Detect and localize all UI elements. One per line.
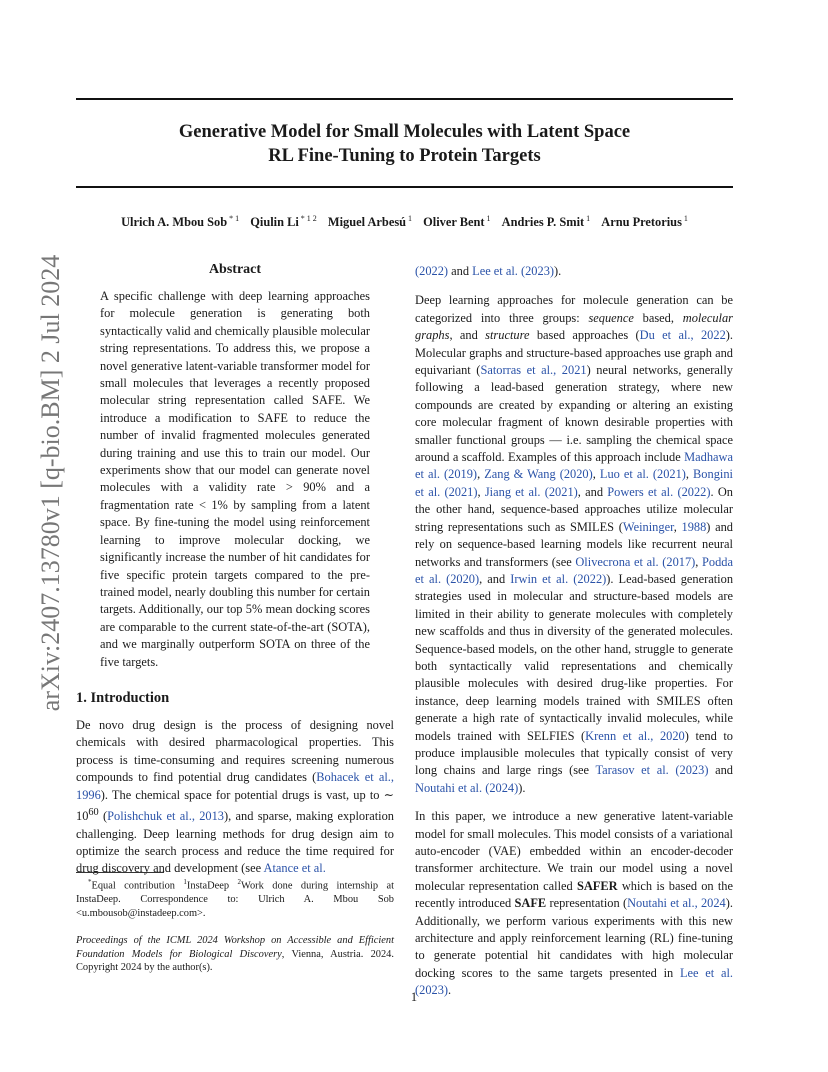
citation-link[interactable]: Du et al., 2022 xyxy=(639,328,726,343)
author: Qiulin Li $^{* 1 2}$ xyxy=(250,214,317,230)
citation-link[interactable]: Powers et al. (2022) xyxy=(607,484,711,499)
citation-link[interactable]: Lee et al. (2023) xyxy=(472,264,555,278)
continued-paragraph: (2022) and Lee et al. (2023)). xyxy=(415,264,562,278)
citation-link[interactable]: Zang & Wang (2020) xyxy=(484,467,593,482)
citation-link[interactable]: Noutahi et al., 2024 xyxy=(627,896,726,911)
citation-link[interactable]: Polishchuk et al., 2013 xyxy=(107,809,224,824)
footnote: *Equal contribution $^1$InstaDeep $^2$Work done during internship at InstaDeep. Correspondence to: Ulrich A. Mbou Sob <u.mbousob@instadeep.com>. Proceedings of the ICML 2024 Workshop on Accessible and Efficient Foundation Models for Biological Discovery, Vienna, Austria. 2024. Copyright 2024 by the author(s). xyxy=(76,878,394,974)
author: Miguel Arbesú $^1$ xyxy=(327,214,413,230)
author-list xyxy=(76,214,733,230)
page-number: 1 xyxy=(410,990,418,1004)
citation-link[interactable]: Luo et al. (2021) xyxy=(599,467,686,482)
title-line-2: RL Fine-Tuning to Protein Targets xyxy=(268,146,541,166)
citation-link[interactable]: Weininger xyxy=(622,519,674,534)
abstract-heading: Abstract xyxy=(208,262,262,277)
citation-link[interactable]: Podda et al. (2020) xyxy=(415,554,733,586)
citation-link[interactable]: Satorras et al., 2021 xyxy=(480,363,587,378)
introduction-paragraph: De novo drug design is the process of designing novel chemicals with desired pharmacological properties. This process is time-consuming and requires screening numerous compounds to find potential drug candidates (Bohacek et al., 1996). The chemical space for potential drugs is vast, up to ∼ $10^{60}$ (Polishchuk et al., 2013), and sparse, making exploration challenging. Deep learning methods for drug design aim to optimize the search process and reduce the time required for drug discovery and development (see Atance et al. xyxy=(76,718,394,876)
citation-link[interactable]: Noutahi et al. (2024) xyxy=(415,780,519,795)
author: Ulrich A. Mbou Sob $^{* 1}$ xyxy=(121,214,240,230)
citation-link[interactable]: Atance et al. xyxy=(263,861,326,876)
author: Andries P. Smit $^1$ xyxy=(501,214,591,230)
citation-link[interactable]: Jiang et al. (2021) xyxy=(484,484,578,499)
citation-link[interactable]: 1988 xyxy=(681,519,707,534)
title-line-1: Generative Model for Small Molecules with Latent Space xyxy=(178,122,631,142)
bottom-title-rule xyxy=(76,186,733,188)
contribution-paragraph: In this paper, we introduce a new generative latent-variable model for small molecules. This model consists of a variational auto-encoder (VAE) embedded within an encoder-decoder transformer architecture. We train our model using a novel molecular representation called SAFER which is based on the recently introduced SAFE representation (Noutahi et al., 2024). Additionally, we perform various experiments with this new architecture and apply reinforcement learning (RL) fine-tuning to generate potential hit candidates with high molecular docking scores to the same targets presented in Lee et al. (2023). xyxy=(415,809,733,998)
author: Oliver Bent $^1$ xyxy=(423,214,491,230)
paper-title xyxy=(76,120,733,168)
arxiv-side-stamp: arXiv:2407.13780v1 [q-bio.BM] 2 Jul 2024 xyxy=(36,254,65,712)
citation-link[interactable]: Bongini et al. (2021) xyxy=(415,467,733,499)
citation-link[interactable]: Olivecrona et al. (2017) xyxy=(575,554,696,569)
author: Arnu Pretorius $^1$ xyxy=(601,214,688,230)
approaches-paragraph: Deep learning approaches for molecule generation can be categorized into three groups: sequence based, molecular graphs, and structure based approaches (Du et al., 2022). Molecular graphs and structure-based approaches use graph and equivariant (Satorras et al., 2021) neural networks, generally following a lead-based generation strategy, where new compounds are created by expanding or altering an existing core molecular fragment of known desirable properties with smaller functional groups — i.e. sampling the chemical space around a scaffold. Examples of this approach include Madhawa et al. (2019), Zang & Wang (2020), Luo et al. (2021), Bongini et al. (2021), Jiang et al. (2021), and Powers et al. (2022). On the other hand, sequence-based approaches utilize molecular string representations such as SMILES (Weininger, 1988) and rely on sequence-based learning models like recurrent neural networks and transformers (see Olivecrona et al. (2017), Podda et al. (2020), and Irwin et al. (2022)). Lead-based generation strategies used in molecular and structure-based models are limited in their ability to generate molecules with completely new scaffolds and thus in diversity of the generated molecules. Sequence-based models, on the other hand, struggle to generate both syntactically valid representations and chemically plausible molecules with desired drug-like properties. For instance, deep learning models trained with SMILES often generate a high rate of syntactically invalid molecules, while models trained with SELFIES (Krenn et al., 2020) tend to produce implausible molecules that typically consist of very long chains and large rings (see Tarasov et al. (2023) and Noutahi et al. (2024)). xyxy=(415,293,734,795)
citation-link[interactable]: Krenn et al., 2020 xyxy=(585,728,685,743)
section-heading-introduction: 1. Introduction xyxy=(76,690,170,706)
right-column xyxy=(415,263,733,1000)
citation-link[interactable]: Madhawa et al. (2019) xyxy=(415,450,733,482)
abstract-text: A specific challenge with deep learning approaches for molecule generation is generating both syntactically valid and chemically plausible molecular string representations. To address this, we propose a novel generative latent-variable transformer model for small molecules that leverages a recently proposed molecular string representation called SAFE. We introduce a modification to SAFE to reduce the number of invalid fragmented molecules generated during training and use this to train our model. Our experiments show that our model can generate novel molecules with a validity rate > 90% and a fragmentation rate < 1% by sampling from a latent space. By fine-tuning the model using reinforcement learning to improve molecular docking, we significantly increase the number of hit candidates for five specific protein targets compared to the pre-trained model, nearly doubling this number for certain targets. Additionally, our top 5% mean docking scores are comparable to the current state-of-the-art (SOTA), and we marginally outperform SOTA on three of the five targets. xyxy=(100,289,370,669)
citation-link[interactable]: Tarasov et al. (2023) xyxy=(595,763,709,778)
top-rule xyxy=(76,98,733,100)
citation-link[interactable]: Bohacek et al., 1996 xyxy=(76,770,394,802)
footnote-rule xyxy=(76,872,164,873)
citation-link[interactable]: Lee et al. (2023) xyxy=(415,965,733,998)
citation-link[interactable]: (2022) xyxy=(415,264,449,278)
citation-link[interactable]: Irwin et al. (2022) xyxy=(510,571,607,586)
